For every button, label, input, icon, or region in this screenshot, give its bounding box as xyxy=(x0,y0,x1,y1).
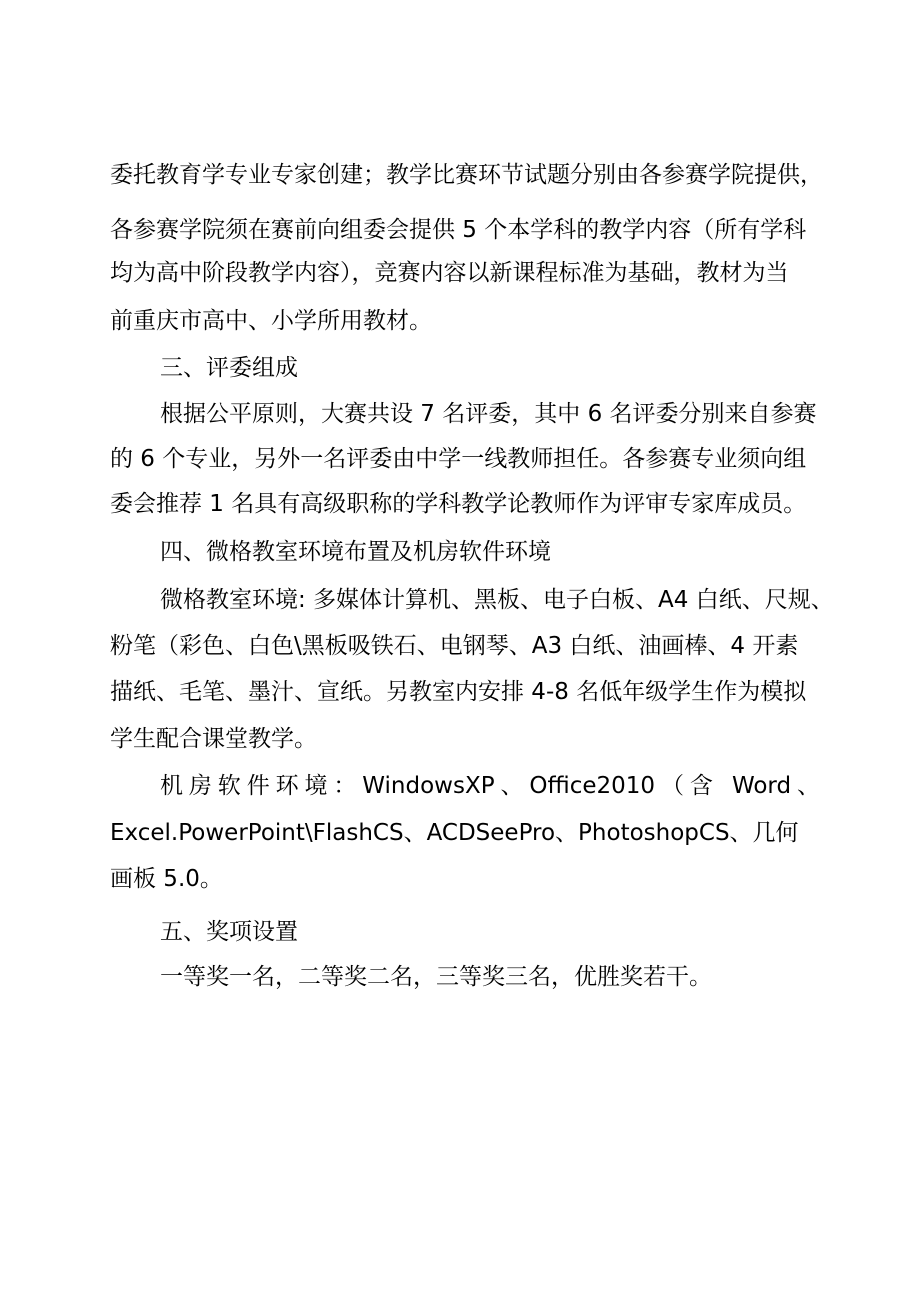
paragraph-line: 前重庆市高中、小学所用教材。 xyxy=(110,308,432,334)
paragraph-line: 根据公平原则，大赛共设 7 名评委，其中 6 名评委分别来自参赛 xyxy=(160,401,817,427)
paragraph-line: 粉笔（彩色、白色\黑板吸铁石、电钢琴、A3 白纸、油画棒、4 开素 xyxy=(110,633,799,659)
paragraph-line: 各参赛学院须在赛前向组委会提供 5 个本学科的教学内容（所有学科 xyxy=(110,217,807,243)
paragraph-line: 机房软件环境：WindowsXP、Office2010（含 Word、 xyxy=(160,773,820,799)
paragraph-line: 微格教室环境: 多媒体计算机、黑板、电子白板、A4 白纸、尺规、 xyxy=(160,587,834,613)
paragraph-line: 学生配合课堂教学。 xyxy=(110,726,317,752)
section-heading-awards: 五、奖项设置 xyxy=(160,919,298,945)
paragraph-line: Excel.PowerPoint\FlashCS、ACDSeePro、PhotoshopCS、几何 xyxy=(110,820,799,846)
paragraph-line: 描纸、毛笔、墨汁、宣纸。另教室内安排 4-8 名低年级学生作为模拟 xyxy=(110,679,807,705)
section-heading-judges: 三、评委组成 xyxy=(160,355,298,381)
paragraph-line: 画板 5.0。 xyxy=(110,866,223,892)
paragraph-line: 一等奖一名，二等奖二名，三等奖三名，优胜奖若干。 xyxy=(160,964,712,990)
section-heading-environment: 四、微格教室环境布置及机房软件环境 xyxy=(160,539,551,565)
paragraph-line: 委托教育学专业专家创建；教学比赛环节试题分别由各参赛学院提供， xyxy=(110,162,823,188)
paragraph-line: 委会推荐 1 名具有高级职称的学科教学论教师作为评审专家库成员。 xyxy=(110,491,807,517)
paragraph-line: 的 6 个专业，另外一名评委由中学一线教师担任。各参赛专业须向组 xyxy=(110,446,807,472)
paragraph-line: 均为高中阶段教学内容），竞赛内容以新课程标准为基础，教材为当 xyxy=(110,260,789,286)
